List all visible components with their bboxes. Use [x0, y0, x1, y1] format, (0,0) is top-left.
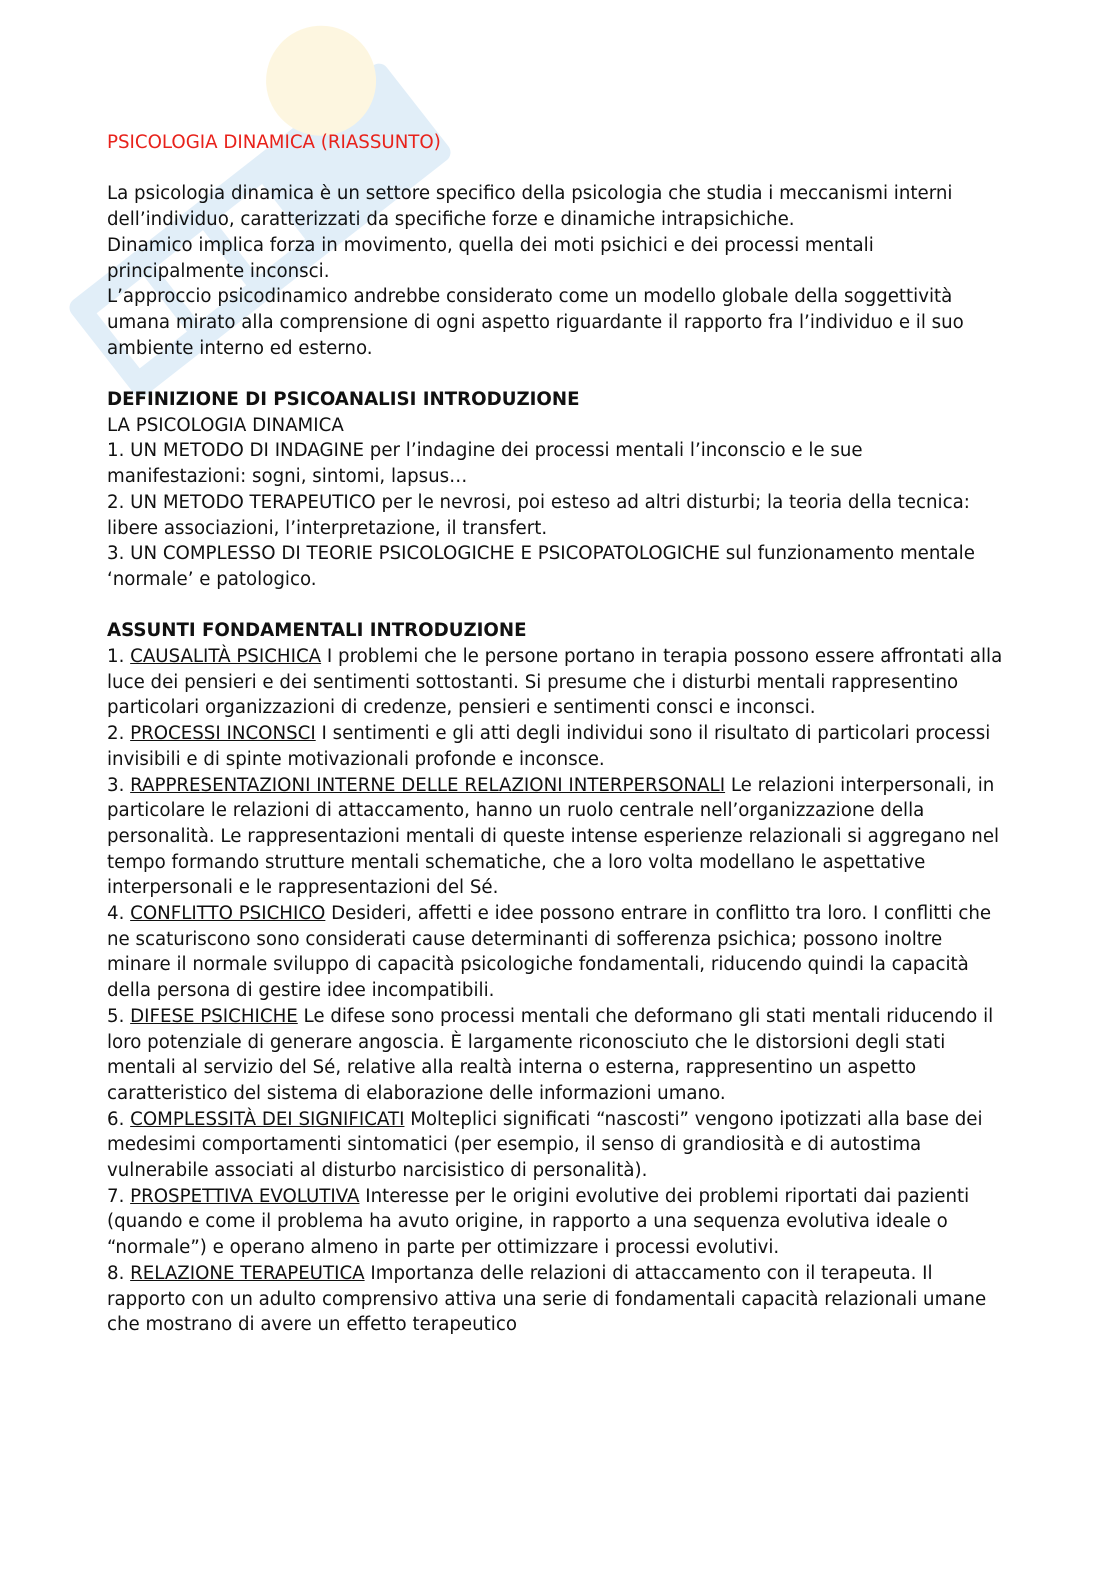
section-subheading: LA PSICOLOGIA DINAMICA: [107, 414, 344, 436]
item-term: CAUSALITÀ PSICHICA: [130, 646, 322, 668]
intro-section: [107, 181, 1007, 361]
list-item: 1. UN METODO DI INDAGINE per l’indagine dei processi mentali l’inconscio e le sue manifestazioni: sogni, sintomi, lapsus…: [107, 440, 863, 488]
list-item: 6. COMPLESSITÀ DEI SIGNIFICATI Molteplici significati “nascosti” vengono ipotizzati alla base dei medesimi comportamenti sintomatici (per esempio, il senso di grandiosità e di autostima vulnerabile associati al disturbo narcisistico di personalità).: [107, 1108, 983, 1182]
list-item: 3. RAPPRESENTAZIONI INTERNE DELLE RELAZIONI INTERPERSONALI Le relazioni interpersonali, in particolare le relazioni di attaccamento, hanno un ruolo centrale nell’organizzazione della personalità. Le rappresentazioni mentali di queste intense esperienze relazionali si aggregano nel tempo formando strutture mentali schematiche, che a loro volta modellano le aspettative interpersonali e le rappresentazioni del Sé.: [107, 774, 1000, 899]
definition-section: [107, 387, 1007, 593]
item-term: RELAZIONE TERAPEUTICA: [130, 1262, 365, 1284]
list-item: 7. PROSPETTIVA EVOLUTIVA Interesse per le origini evolutive dei problemi riportati dai pazienti (quando e come il problema ha avuto origine, in rapporto a una sequenza evolutiva ideale o “normale”) e operano almeno in parte per ottimizzare i processi evolutivi.: [107, 1185, 970, 1259]
list-item: 5. DIFESE PSICHICHE Le difese sono processi mentali che deformano gli stati mentali riducendo il loro potenziale di generare angoscia. È largamente riconosciuto che le distorsioni degli stati mentali al servizio del Sé, relative alla realtà interna o esterna, rappresentino un aspetto caratteristico del sistema di elaborazione delle informazioni umano.: [107, 1005, 994, 1104]
intro-paragraph: La psicologia dinamica è un settore specifico della psicologia che studia i meccanismi interni dell’individuo, caratterizzati da specifiche forze e dinamiche intrapsichiche.: [107, 183, 953, 231]
document-title: PSICOLOGIA DINAMICA (RIASSUNTO): [107, 132, 441, 153]
section-heading: ASSUNTI FONDAMENTALI INTRODUZIONE: [107, 620, 527, 642]
document-page: [107, 130, 1007, 1338]
intro-paragraph: Dinamico implica forza in movimento, quella dei moti psichici e dei processi mentali principalmente inconsci.: [107, 234, 874, 282]
list-item: 1. CAUSALITÀ PSICHICA I problemi che le persone portano in terapia possono essere affrontati alla luce dei pensieri e dei sentimenti sottostanti. Si presume che i disturbi mentali rappresentino particolari organizzazioni di credenze, pensieri e sentimenti consci e inconsci.: [107, 646, 1003, 719]
section-heading: DEFINIZIONE DI PSICOANALISI INTRODUZIONE: [107, 389, 580, 410]
item-term: PROCESSI INCONSCI: [130, 723, 316, 745]
list-item: 2. UN METODO TERAPEUTICO per le nevrosi, poi esteso ad altri disturbi; la teoria della tecnica: libere associazioni, l’interpretazione, il transfert.: [107, 491, 970, 539]
list-item: 2. PROCESSI INCONSCI I sentimenti e gli atti degli individui sono il risultato di particolari processi invisibili e di spinte motivazionali profonde e inconsce.: [107, 723, 991, 770]
item-term: RAPPRESENTAZIONI INTERNE DELLE RELAZIONI INTERPERSONALI: [130, 774, 726, 796]
item-term: DIFESE PSICHICHE: [130, 1005, 298, 1027]
intro-paragraph: L’approccio psicodinamico andrebbe considerato come un modello globale della soggettività umana mirato alla comprensione di ogni aspetto riguardante il rapporto fra l’individuo e il suo ambiente interno ed esterno.: [107, 286, 964, 359]
item-term: PROSPETTIVA EVOLUTIVA: [130, 1185, 360, 1207]
item-term: CONFLITTO PSICHICO: [130, 903, 326, 925]
item-term: COMPLESSITÀ DEI SIGNIFICATI: [130, 1108, 405, 1130]
list-item: 3. UN COMPLESSO DI TEORIE PSICOLOGICHE E PSICOPATOLOGICHE sul funzionamento mentale ‘normale’ e patologico.: [107, 543, 975, 590]
list-item: 8. RELAZIONE TERAPEUTICA Importanza delle relazioni di attaccamento con il terapeuta. Il rapporto con un adulto comprensivo attiva una serie di fondamentali capacità relazionali umane che mostrano di avere un effetto terapeutico: [107, 1262, 987, 1336]
list-item: 4. CONFLITTO PSICHICO Desideri, affetti e idee possono entrare in conflitto tra loro. I conflitti che ne scaturiscono sono considerati cause determinanti di sofferenza psichica; possono inoltre minare il normale sviluppo di capacità psicologiche fondamentali, riducendo quindi la capacità della persona di gestire idee incompatibili.: [107, 903, 992, 1002]
assumptions-section: [107, 618, 1007, 1338]
